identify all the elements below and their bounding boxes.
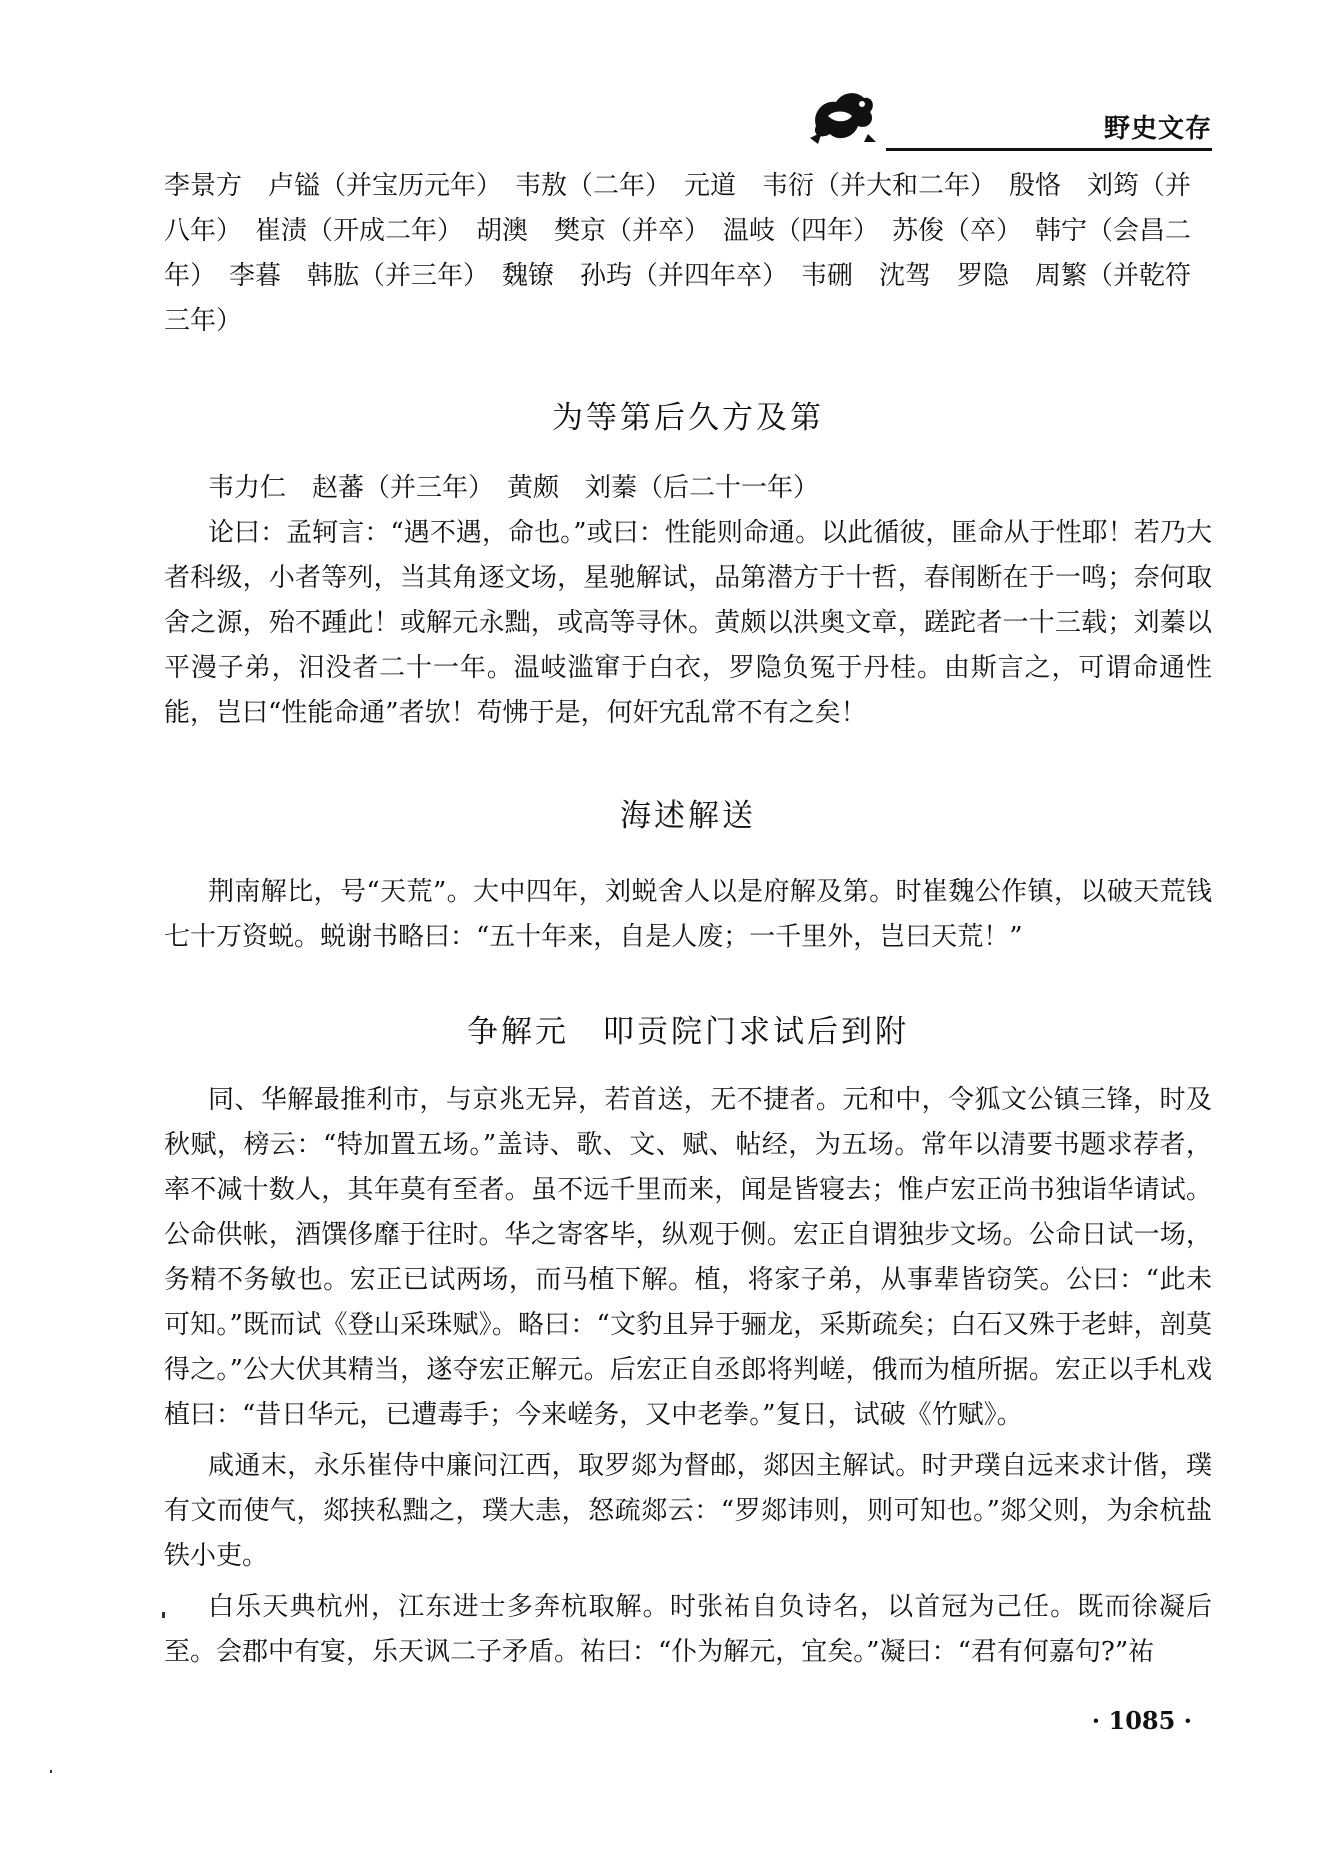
paragraph: 白乐天典杭州，江东进士多奔杭取解。时张祐自负诗名，以首冠为己任。既而徐凝后至。会郡中有宴，乐天讽二子矛盾。祐曰：“仆为解元，宜矣。”凝曰：“君有何嘉句?”祐 [164,1592,1212,1667]
dragon-icon [808,86,878,148]
paragraph: 同、华解最推利市，与京兆无异，若首送，无不捷者。元和中，令狐文公镇三锋，时及秋赋，榜云：“特加置五场。”盖诗、歌、文、赋、帖经，为五场。常年以清要书题求荐者，率不减十数人，其年莫有至者。虽不远千里而来，闻是皆寝去；惟卢宏正尚书独诣华请试。公命供帐，酒馔侈靡于往时。华之寄客毕，纵观于侧。宏正自谓独步文场。公命日试一场，务精不务敏也。宏正已试两场，而马植下解。植，将家子弟，从事辈皆窃笑。公曰：“此未可知。”既而试《登山采珠赋》。略曰：“文豹且异于骊龙，采斯疏矣；白石又殊于老蚌，剖莫得之。”公大伏其精当，遂夺宏正解元。后宏正自丞郎将判嵯，俄而为植所据。宏正以手札戏植曰：“昔日华元，已遭毒手；今来嵯务，又中老拳。”复日，试破《竹赋》。 [164,1085,1212,1430]
scan-speck [162,1612,165,1618]
paragraph: 咸通末，永乐崔侍中廉问江西，取罗郯为督邮，郯因主解试。时尹璞自远来求计偕，璞有文而使气，郯挟私黜之，璞大恚，怒疏郯云：“罗郯讳则，则可知也。”郯父则，为余杭盐铁小吏。 [164,1451,1212,1571]
page-number: · 1085 · [1091,1706,1192,1735]
names-list: 李景方 卢镒（并宝历元年） 韦敖（二年） 元道 韦衍（并大和二年） 殷恪 刘筠（并八年） 崔渍（开成二年） 胡澳 樊京（并卒） 温岐（四年） 苏俊（卒） 韩宁（会昌二年） 李暮 韩肱（并三年） 魏镣 孙玙（并四年卒） 韦硎 沈驾 罗隐 周繁（并乾符三年） [164,171,1192,336]
commentary-paragraph: 论曰：孟轲言：“遇不遇，命也。”或曰：性能则命通。以此循彼，匪命从于性耶！若乃大者科级，小者等列，当其角逐文场，星驰解试，品第潜方于十哲，春闱断在于一鸣；奈何取舍之源，殆不踵此！或解元永黜，或高等寻休。黄颇以洪奥文章，蹉跎者一十三载；刘蓁以平漫子弟，汨没者二十一年。温岐滥窜于白衣，罗隐负冤于丹桂。由斯言之，可谓命通性能，岂曰“性能命通”者欤！苟怫于是，何奸宄乱常不有之矣！ [164,518,1212,728]
header-title: 野史文存 [1103,114,1212,144]
section-3-body [164,1078,1212,1675]
section-heading-3: 争解元 叩贡院门求试后到附 [467,1014,909,1050]
names-line: 韦力仁 赵蕃（并三年） 黄颇 刘蓁（后二十一年） [208,473,820,503]
section-1-body [164,466,1212,736]
section-heading-2: 海述解送 [620,798,756,834]
running-header [800,86,1212,156]
scan-speck [50,1770,52,1773]
section-2-body [164,870,1212,960]
header-rule [886,148,1212,151]
section-heading-1: 为等第后久方及第 [552,400,824,436]
paragraph: 荆南解比，号“天荒”。大中四年，刘蜕舍人以是府解及第。时崔魏公作镇，以破天荒钱七十万资蜕。蜕谢书略曰：“五十年来，自是人废；一千里外，岂曰天荒！” [164,877,1212,952]
